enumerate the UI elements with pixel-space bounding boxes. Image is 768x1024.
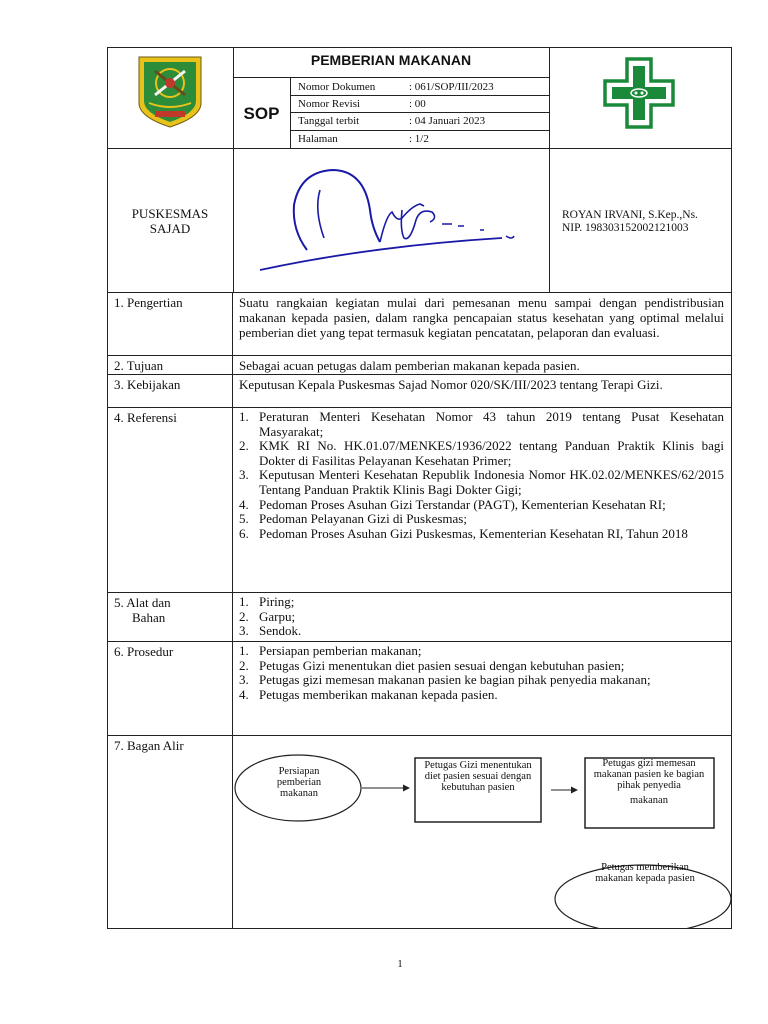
list-item-number: 1.: [239, 409, 249, 424]
flow-node-start: Persiapan pemberian makanan: [276, 766, 322, 799]
meta-value-nomor-dokumen: : 061/SOP/III/2023: [409, 81, 494, 93]
signer-name: ROYAN IRVANI, S.Kep.,Ns.: [562, 209, 698, 221]
section-label-alat-bahan-line1: 5. Alat dan: [114, 595, 171, 610]
meta-label-halaman: Halaman: [298, 133, 338, 145]
meta-value-nomor-revisi: : 00: [409, 98, 426, 110]
list-item-text: Petugas Gizi menentukan diet pasien sesuai dengan kebutuhan pasien;: [259, 657, 625, 673]
section-label-bagan-alir: 7. Bagan Alir: [114, 738, 184, 753]
document-title: PEMBERIAN MAKANAN: [310, 52, 472, 68]
institution-name: [107, 206, 233, 236]
section-label-pengertian: 1. Pengertian: [114, 295, 183, 310]
list-item-number: 6.: [239, 525, 249, 541]
list-item-text: KMK RI No. HK.01.07/MENKES/1936/2022 tentang Panduan Praktik Klinis bagi Dokter di Fasilitas Pelayanan Kesehatan Primer;: [259, 438, 724, 468]
list-item-text: Petugas gizi memesan makanan pasien ke bagian pihak penyedia makanan;: [259, 672, 651, 688]
puskesmas-cross-logo: [603, 57, 675, 129]
list-item-number: 4.: [239, 686, 249, 702]
institution-line-2: SAJAD: [149, 221, 191, 236]
section-label-prosedur: 6. Prosedur: [114, 644, 174, 659]
list-item-text: Pedoman Pelayanan Gizi di Puskesmas;: [259, 511, 467, 527]
list-item-number: 2.: [239, 608, 249, 624]
list-item: [239, 410, 724, 439]
list-item-text: Peraturan Menteri Kesehatan Nomor 43 tahun 2019 tentang Pusat Kesehatan Masyarakat;: [259, 409, 724, 439]
section-label-kebijakan: 3. Kebijakan: [114, 377, 181, 392]
list-item: [239, 512, 724, 527]
list-item: [239, 659, 724, 674]
signer-info: [562, 209, 730, 234]
flowchart: [233, 736, 731, 928]
list-item: [239, 527, 724, 542]
list-item: [239, 688, 724, 703]
section-text-pengertian: Suatu rangkaian kegiatan mulai dari pemesanan menu sampai dengan pendistribusian makanan kepada pasien, dalam rangka pencapaian status kesehatan yang optimal melalui pemberian diet yang tepat termasuk kegiatan pencatatan, pelaporan dan evaluasi.: [239, 295, 724, 340]
list-item: [239, 595, 724, 610]
meta-label-tanggal-terbit: Tanggal terbit: [298, 115, 360, 127]
section-label-referensi: 4. Referensi: [114, 410, 177, 425]
list-item: [239, 498, 724, 513]
list-item: [239, 468, 724, 497]
list-item: [239, 439, 724, 468]
list-item-text: Pedoman Proses Asuhan Gizi Puskesmas, Kementerian Kesehatan RI, Tahun 2018: [259, 525, 688, 541]
list-item-number: 1.: [239, 643, 249, 658]
alat-bahan-list: [239, 595, 724, 639]
list-item: [239, 644, 724, 659]
flow-node-3-line1: Petugas gizi memesan makanan pasien ke bagian pihak penyedia: [593, 758, 705, 791]
list-item: [239, 610, 724, 625]
list-item: [239, 673, 724, 688]
regional-emblem-logo: [133, 53, 207, 129]
list-item-text: Petugas memberikan makanan kepada pasien.: [259, 686, 498, 702]
signer-nip: NIP. 198303152002121003: [562, 221, 689, 234]
flow-node-end: Petugas memberikan makanan kepada pasien: [595, 862, 695, 884]
flow-node-2: Petugas Gizi menentukan diet pasien sesuai dengan kebutuhan pasien: [424, 760, 532, 793]
list-item-number: 4.: [239, 496, 249, 512]
meta-value-tanggal-terbit: : 04 Januari 2023: [409, 115, 486, 127]
list-item-number: 3.: [239, 623, 249, 639]
section-text-tujuan: Sebagai acuan petugas dalam pemberian makanan kepada pasien.: [239, 358, 580, 373]
signature-image: [252, 160, 532, 275]
list-item-number: 3.: [239, 467, 249, 483]
section-label-alat-bahan-line2: Bahan: [132, 610, 166, 625]
institution-line-1: PUSKESMAS: [131, 206, 209, 221]
list-item-text: Piring;: [259, 594, 295, 609]
list-item-text: Persiapan pemberian makanan;: [259, 643, 422, 658]
list-item-text: Pedoman Proses Asuhan Gizi Terstandar (PAGT), Kementerian Kesehatan RI;: [259, 496, 666, 512]
list-item-text: Sendok.: [259, 623, 302, 639]
referensi-list: [239, 410, 724, 541]
list-item-number: 2.: [239, 438, 249, 454]
list-item-text: Keputusan Menteri Kesehatan Republik Indonesia Nomor HK.02.02/MENKES/62/2015 Tentang Panduan Praktik Klinis Bagi Dokter Gigi;: [259, 467, 724, 497]
meta-value-halaman: : 1/2: [409, 133, 429, 145]
prosedur-list: [239, 644, 724, 702]
sop-label: SOP: [243, 104, 280, 123]
meta-label-nomor-revisi: Nomor Revisi: [298, 98, 361, 110]
list-item-number: 5.: [239, 511, 249, 527]
list-item-text: Garpu;: [259, 608, 296, 624]
list-item-number: 1.: [239, 594, 249, 609]
flow-node-3-line2: makanan: [630, 795, 668, 806]
meta-label-nomor-dokumen: Nomor Dokumen: [298, 81, 376, 93]
page-number: 1: [397, 958, 403, 970]
list-item: [239, 624, 724, 639]
list-item-number: 2.: [239, 657, 249, 673]
section-label-alat-bahan: [114, 595, 171, 625]
section-label-tujuan: 2. Tujuan: [114, 358, 164, 373]
section-text-kebijakan: Keputusan Kepala Puskesmas Sajad Nomor 020/SK/III/2023 tentang Terapi Gizi.: [239, 377, 663, 392]
list-item-number: 3.: [239, 672, 249, 688]
flow-node-3: [589, 758, 709, 806]
